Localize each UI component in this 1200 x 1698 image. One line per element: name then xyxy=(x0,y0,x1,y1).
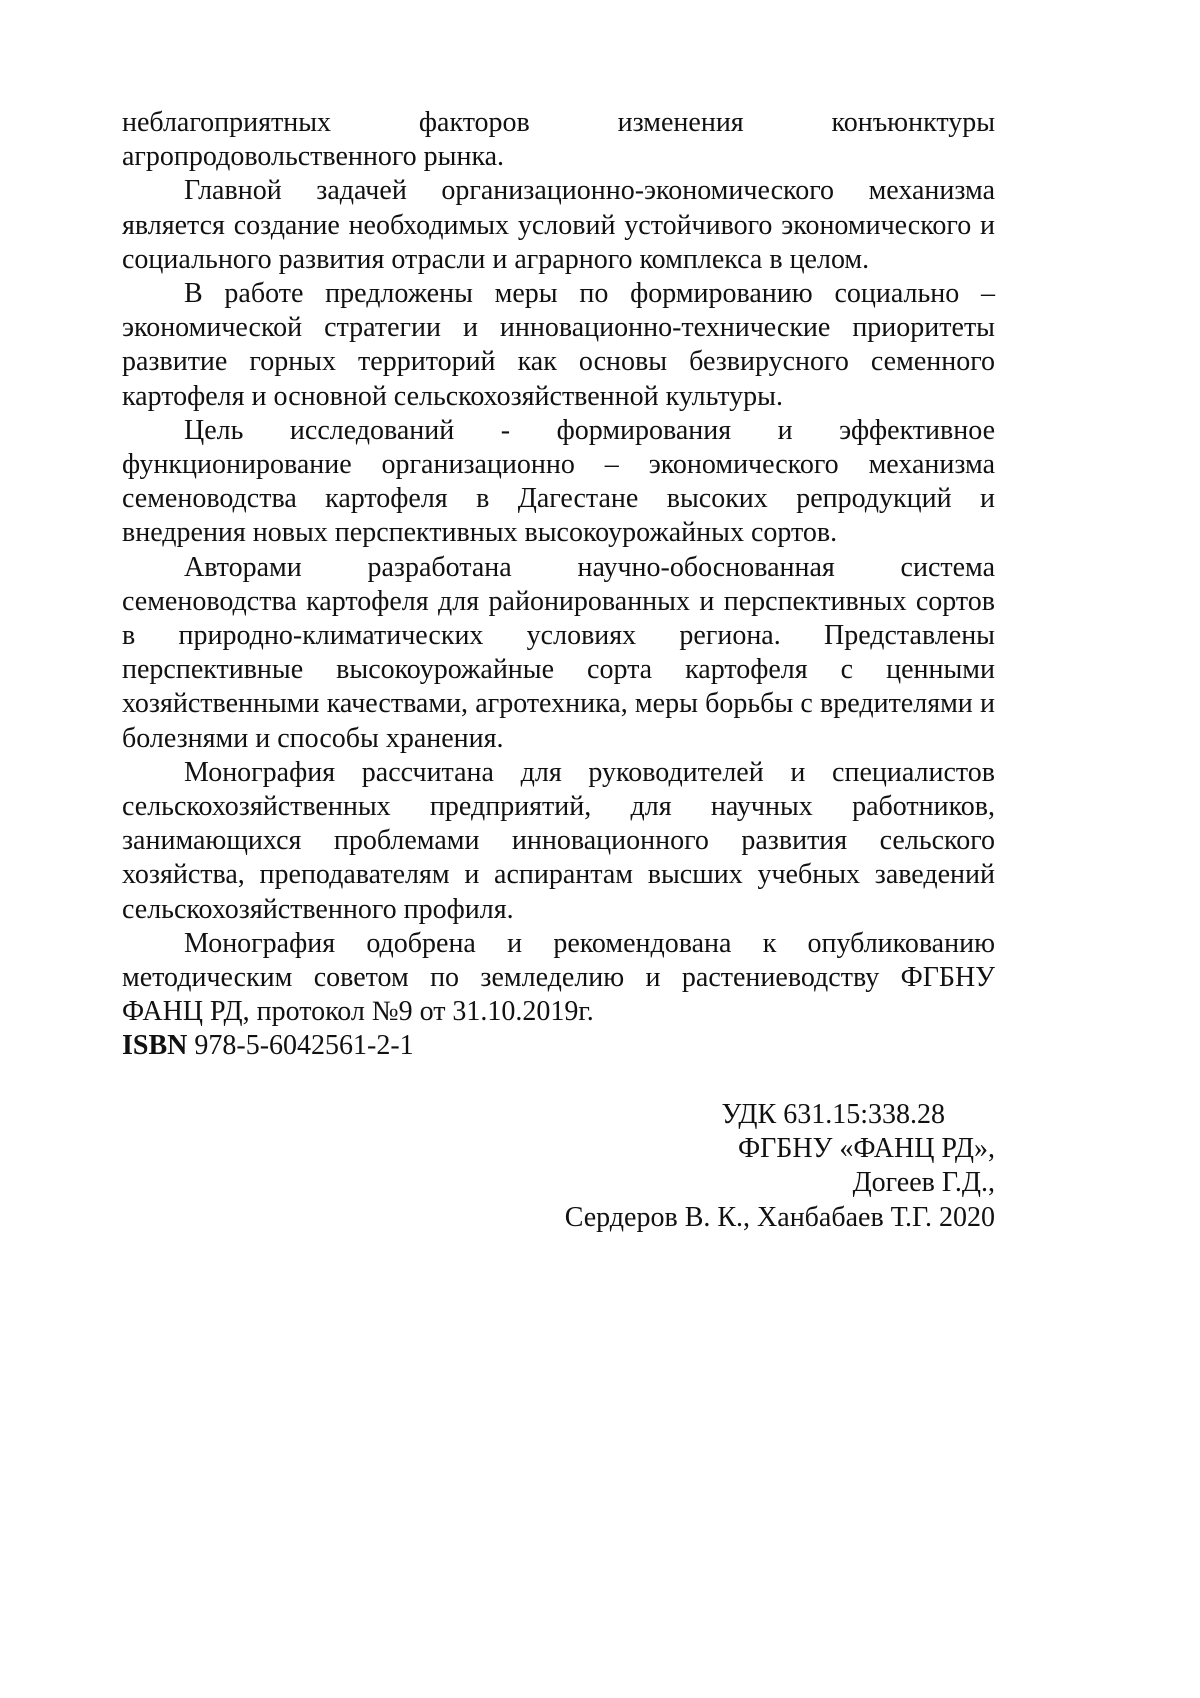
isbn-label: ISBN xyxy=(122,1030,188,1062)
document-page xyxy=(122,106,995,1064)
authors-year-copyright: Сердеров В. К., Ханбабаев Т.Г. 2020 xyxy=(564,1201,995,1233)
isbn-value: 978-5-6042561-2-1 xyxy=(187,1030,414,1062)
paragraph-5: Авторами разработана научно-обоснованная система семеноводства картофеля для районированных и перспективных сортов в природно-климатических условиях региона. Представлены перспективные высокоурожайные сорта картофеля с ценными хозяйственными качествами, агротехника, меры борьбы с вредителями и болезнями и способы хранения. xyxy=(122,551,995,754)
isbn-line xyxy=(122,1029,995,1063)
paragraph-4: Цель исследований - формирования и эффективное функционирование организационно – экономического механизма семеноводства картофеля в Дагестане высоких репродукций и внедрения новых перспективных высокоурожайных сортов. xyxy=(122,414,995,549)
udk-code: УДК 631.15:338.28 xyxy=(721,1099,945,1130)
paragraph-3: В работе предложены меры по формированию социально – экономической стратегии и инновационно-технические приоритеты развитие горных территорий как основы безвирусного семенного картофеля и основной сельскохозяйственной культуры. xyxy=(122,278,995,412)
imprint-block xyxy=(565,1098,995,1235)
paragraph-1: неблагоприятных факторов изменения конъюнктуры агропродовольственного рынка. xyxy=(122,107,995,173)
publisher-copyright: ФГБНУ «ФАНЦ РД», xyxy=(737,1133,995,1165)
author-copyright: Догеев Г.Д., xyxy=(852,1167,995,1199)
paragraph-7: Монография одобрена и рекомендована к опубликованию методическим советом по земледелию и растениеводству ФГБНУ ФАНЦ РД, протокол №9 от 31.10.2019г. xyxy=(122,927,995,1028)
paragraph-2: Главной задачей организационно-экономического механизма является создание необходимых условий устойчивого экономического и социального развития отрасли и аграрного комплекса в целом. xyxy=(122,175,995,275)
paragraph-6: Монография рассчитана для руководителей и специалистов сельскохозяйственных предприятий, для научных работников, занимающихся проблемами инновационного развития сельского хозяйства, преподавателям и аспирантам высших учебных заведений сельскохозяйственного профиля. xyxy=(122,756,995,925)
